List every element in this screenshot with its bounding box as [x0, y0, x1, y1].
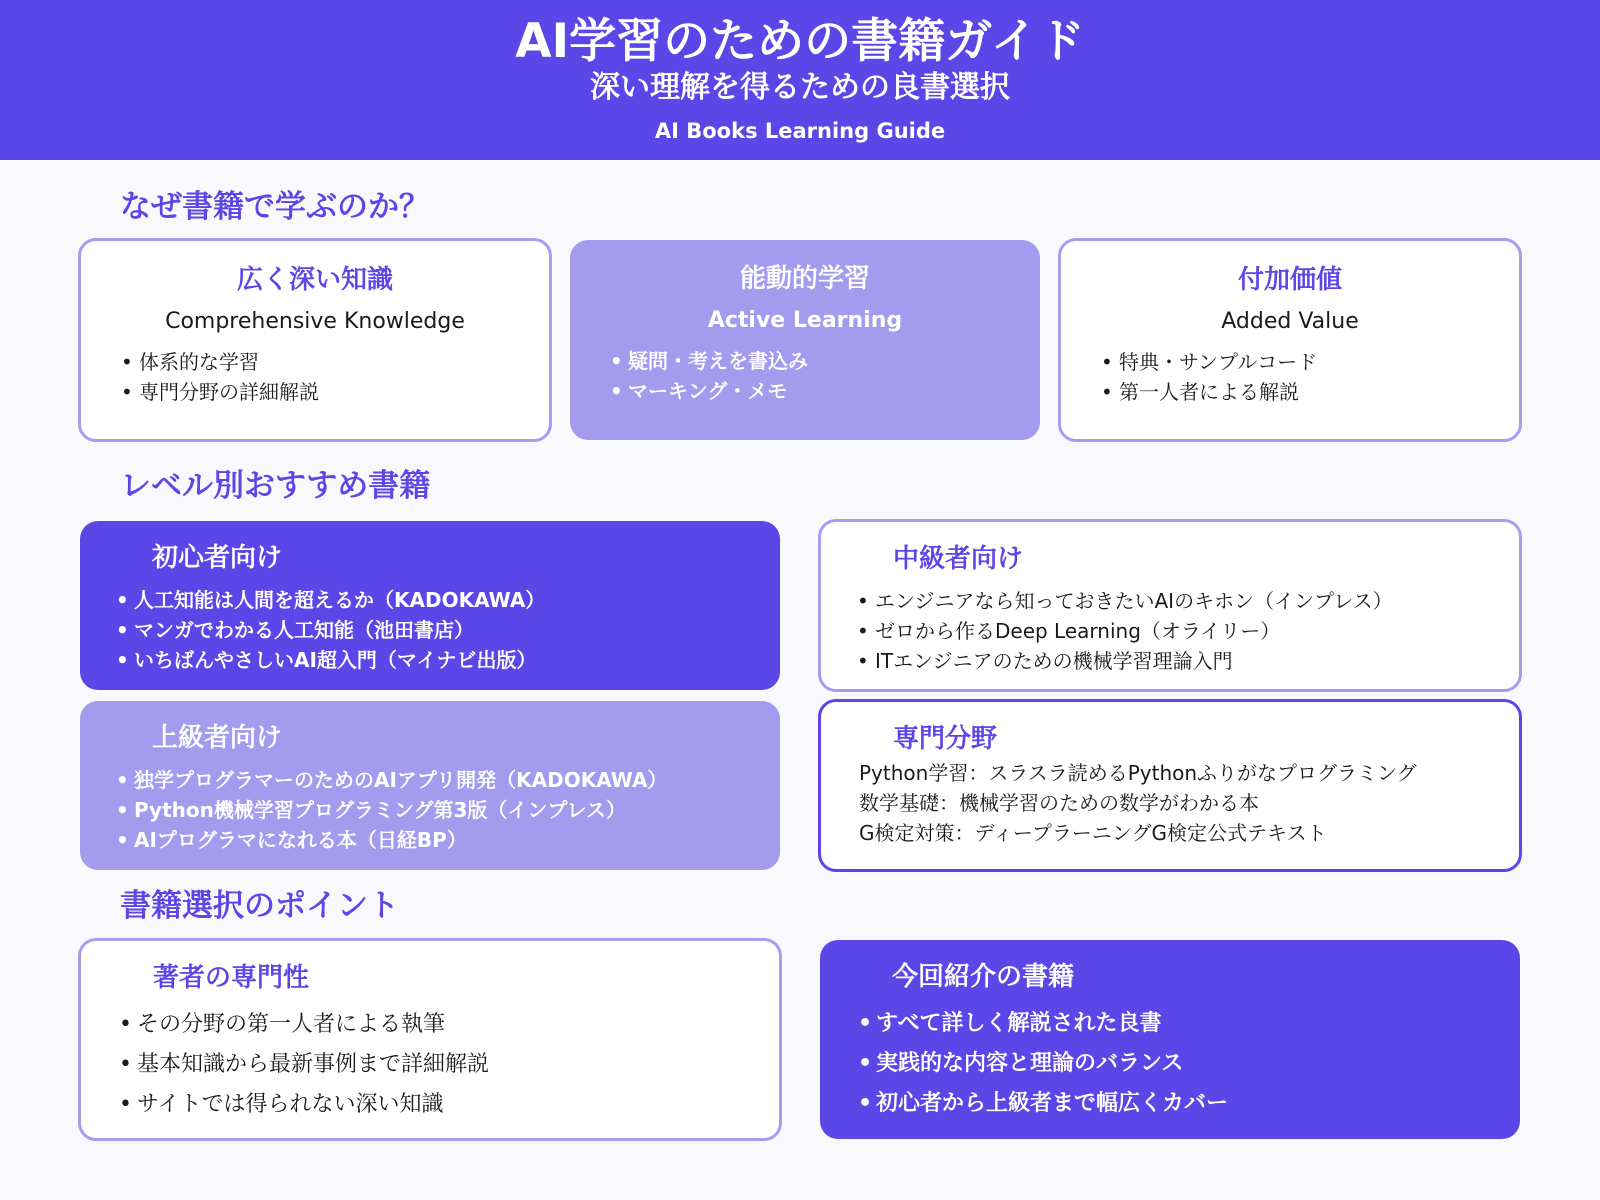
- list-item: • サイトでは得られない深い知識: [119, 1085, 759, 1125]
- why-card-subtitle: Added Value: [1221, 309, 1359, 334]
- list-item: • 第一人者による解説: [1101, 377, 1499, 407]
- level-card-title: 専門分野: [893, 724, 998, 754]
- level-card-list: [116, 585, 760, 675]
- list-item: • 体系的な学習: [121, 347, 529, 377]
- specialized-line: Python学習：スラスラ読めるPythonふりがなプログラミング: [859, 761, 1417, 785]
- point-card-author: [78, 938, 782, 1141]
- section-heading-why: なぜ書籍で学ぶのか？: [120, 189, 430, 225]
- why-card-subtitle: Comprehensive Knowledge: [165, 309, 465, 334]
- list-item: • 初心者から上級者まで幅広くカバー: [858, 1084, 1500, 1124]
- list-item: • 専門分野の詳細解説: [121, 377, 529, 407]
- specialized-lines: [859, 758, 1499, 848]
- point-card-title: 今回紹介の書籍: [892, 962, 1075, 992]
- list-item: • 疑問・考えを書込み: [610, 346, 1020, 376]
- why-card-list: [610, 346, 1020, 406]
- level-card-list: [857, 586, 1499, 676]
- list-item: • ゼロから作るDeep Learning（オライリー）: [857, 616, 1499, 646]
- list-item: • 人工知能は人間を超えるか（KADOKAWA）: [116, 585, 760, 615]
- page-title: AI学習のための書籍ガイド: [515, 14, 1085, 69]
- list-item: • すべて詳しく解説された良書: [858, 1004, 1500, 1044]
- why-card-list: [1101, 347, 1499, 407]
- list-item: • 基本知識から最新事例まで詳細解説: [119, 1045, 759, 1085]
- level-card-intermediate: [818, 519, 1522, 692]
- why-card-title: 能動的学習: [739, 264, 870, 294]
- level-card-advanced: [80, 701, 780, 870]
- why-card-title: 広く深い知識: [236, 265, 393, 295]
- point-card-title: 著者の専門性: [153, 963, 310, 993]
- list-item: • マーキング・メモ: [610, 376, 1020, 406]
- list-item: • 特典・サンプルコード: [1101, 347, 1499, 377]
- specialized-line: 数学基礎：機械学習のための数学がわかる本: [859, 791, 1259, 815]
- list-item: • AIプログラマになれる本（日経BP）: [116, 825, 760, 855]
- page-subtitle: 深い理解を得るための良書選択: [590, 70, 1010, 105]
- list-item: • ITエンジニアのための機械学習理論入門: [857, 646, 1499, 676]
- why-card-added-value: [1058, 238, 1522, 442]
- why-card-knowledge: [78, 238, 552, 442]
- why-card-subtitle: Active Learning: [707, 308, 903, 333]
- level-card-title: 中級者向け: [893, 544, 1024, 574]
- why-card-list: [121, 347, 529, 407]
- why-card-title: 付加価値: [1237, 265, 1342, 295]
- page-english-title: AI Books Learning Guide: [654, 119, 946, 143]
- section-heading-levels: レベル別おすすめ書籍: [120, 468, 431, 504]
- point-card-list: [858, 1004, 1500, 1124]
- level-card-beginner: [80, 521, 780, 690]
- why-card-active-learning: [570, 240, 1040, 440]
- header-banner: [0, 0, 1600, 160]
- list-item: • いちばんやさしいAI超入門（マイナビ出版）: [116, 645, 760, 675]
- level-card-specialized: [818, 699, 1522, 872]
- list-item: • Python機械学習プログラミング第3版（インプレス）: [116, 795, 760, 825]
- list-item: • 独学プログラマーのためのAIアプリ開発（KADOKAWA）: [116, 765, 760, 795]
- specialized-line: G検定対策：ディープラーニングG検定公式テキスト: [859, 821, 1327, 845]
- section-heading-points: 書籍選択のポイント: [120, 888, 399, 924]
- list-item: • マンガでわかる人工知能（池田書店）: [116, 615, 760, 645]
- level-card-title: 上級者向け: [152, 723, 283, 753]
- list-item: • 実践的な内容と理論のバランス: [858, 1044, 1500, 1084]
- level-card-list: [116, 765, 760, 855]
- list-item: • その分野の第一人者による執筆: [119, 1005, 759, 1045]
- point-card-featured: [820, 940, 1520, 1139]
- list-item: • エンジニアなら知っておきたいAIのキホン（インプレス）: [857, 586, 1499, 616]
- level-card-title: 初心者向け: [152, 543, 283, 573]
- point-card-list: [119, 1005, 759, 1125]
